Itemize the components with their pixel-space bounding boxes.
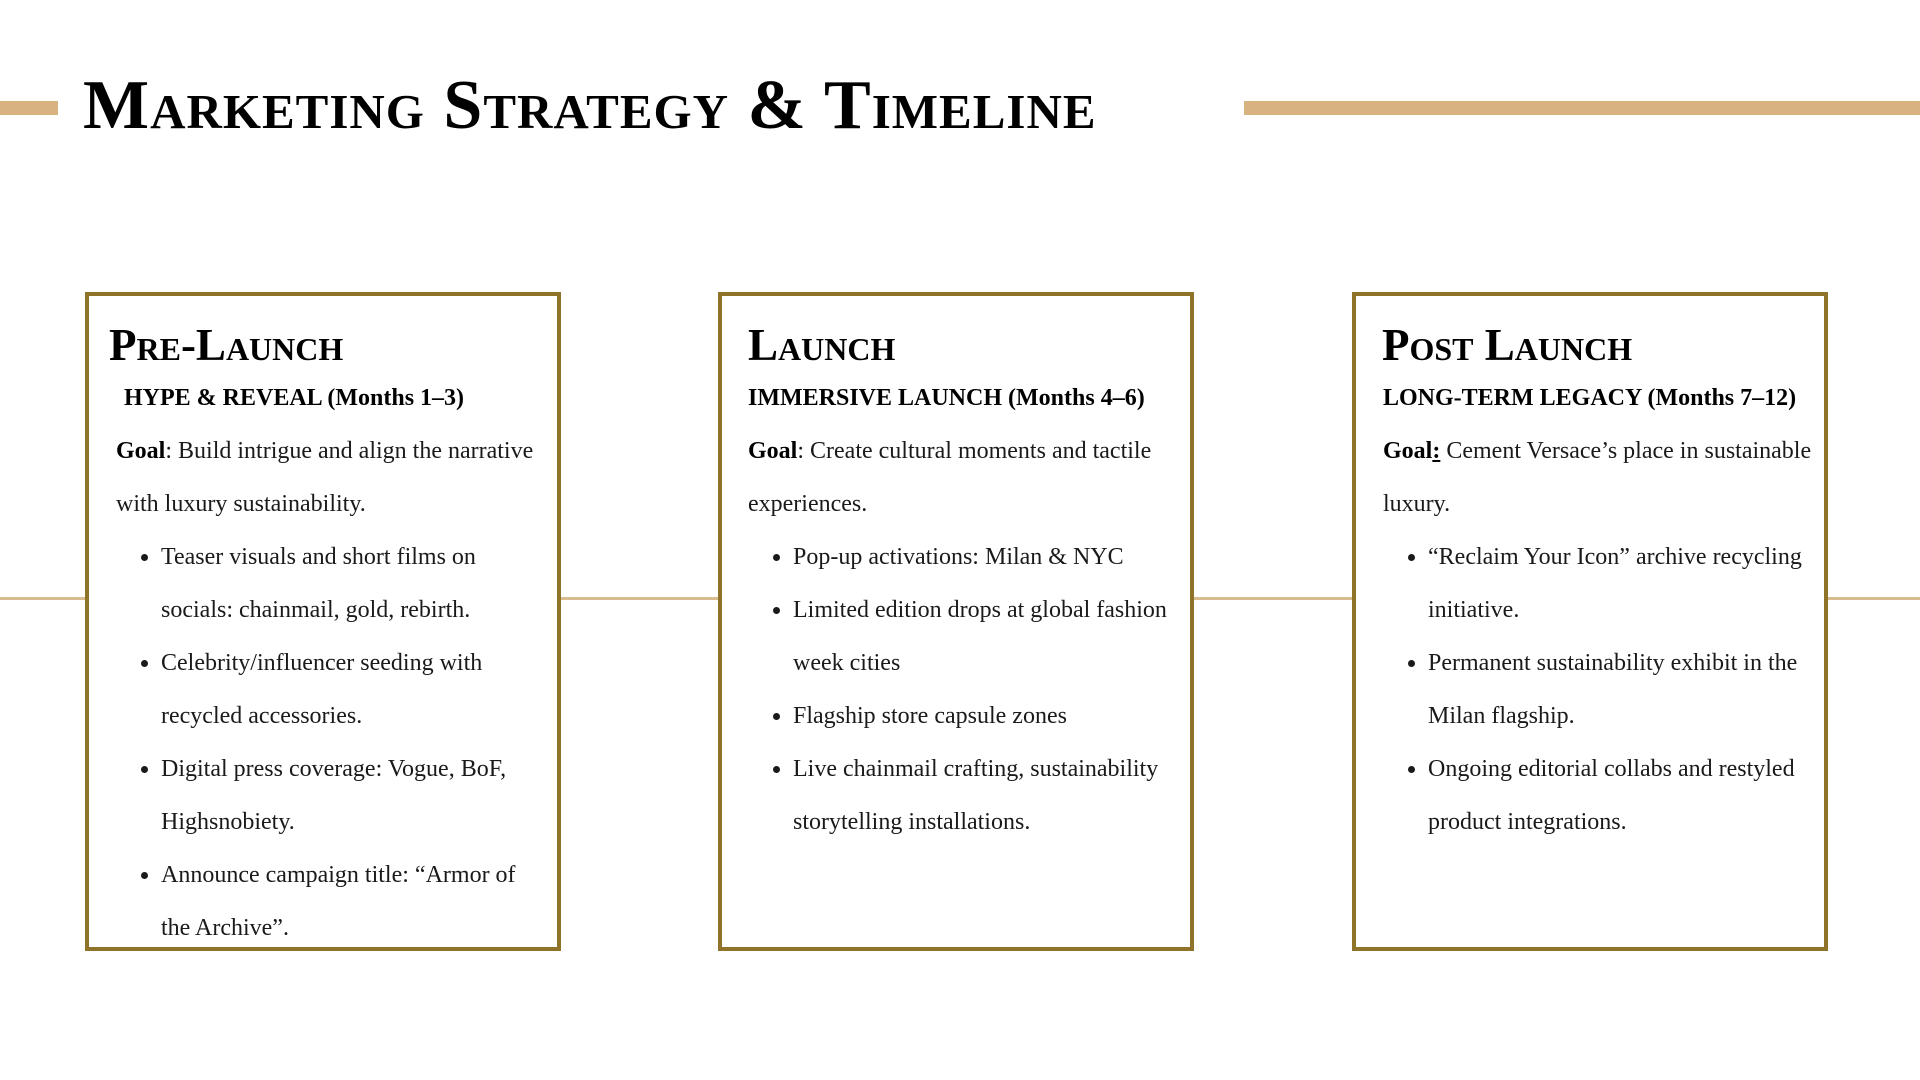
bullet-list (1383, 531, 1813, 849)
list-item: • Flagship store capsule zones (793, 690, 1178, 743)
phase-subtitle: HYPE & REVEAL (Months 1–3) (124, 385, 465, 411)
phase-subtitle: IMMERSIVE LAUNCH (Months 4–6) (748, 385, 1145, 411)
goal-line (748, 425, 1178, 531)
phase-title: Pre-Launch (109, 320, 344, 370)
page-title: Marketing Strategy & Timeline (83, 67, 1097, 144)
list-item: • Digital press coverage: Vogue, BoF, Highsnobiety. (161, 743, 546, 849)
phase-body (748, 372, 1178, 849)
bullet-list (748, 531, 1178, 849)
goal-colon: : (797, 438, 805, 464)
bullet-list (116, 531, 546, 955)
phase-card-pre-launch (85, 292, 561, 951)
goal-text: Build intrigue and align the narrative with luxury sustainability. (116, 438, 534, 517)
goal-label: Goal (1383, 438, 1433, 464)
list-item: • Pop-up activations: Milan & NYC (793, 531, 1178, 584)
phase-card-launch (718, 292, 1194, 951)
goal-colon: : (165, 438, 173, 464)
title-accent-bar-left (0, 101, 58, 115)
title-accent-bar-right (1244, 101, 1920, 115)
goal-label: Goal (116, 438, 166, 464)
goal-line (116, 425, 546, 531)
goal-text: Cement Versace’s place in sustainable luxury. (1383, 438, 1812, 517)
phase-subtitle: LONG-TERM LEGACY (Months 7–12) (1383, 385, 1797, 411)
goal-label: Goal (748, 438, 798, 464)
goal-line (1383, 425, 1813, 531)
phase-card-post-launch (1352, 292, 1828, 951)
list-item: • Announce campaign title: “Armor of the Archive”. (161, 849, 546, 955)
phase-title: Launch (748, 320, 896, 370)
list-item: • Teaser visuals and short films on socials: chainmail, gold, rebirth. (161, 531, 546, 637)
phase-body (116, 372, 546, 955)
list-item: • Limited edition drops at global fashion week cities (793, 584, 1178, 690)
goal-text: Create cultural moments and tactile experiences. (748, 438, 1152, 517)
list-item: • Live chainmail crafting, sustainability storytelling installations. (793, 743, 1178, 849)
phase-title: Post Launch (1382, 320, 1633, 370)
goal-colon: : (1432, 438, 1441, 464)
list-item: • Permanent sustainability exhibit in the Milan flagship. (1428, 637, 1813, 743)
list-item: • Celebrity/influencer seeding with recycled accessories. (161, 637, 546, 743)
phase-body (1383, 372, 1813, 849)
list-item: • “Reclaim Your Icon” archive recycling initiative. (1428, 531, 1813, 637)
list-item: • Ongoing editorial collabs and restyled product integrations. (1428, 743, 1813, 849)
